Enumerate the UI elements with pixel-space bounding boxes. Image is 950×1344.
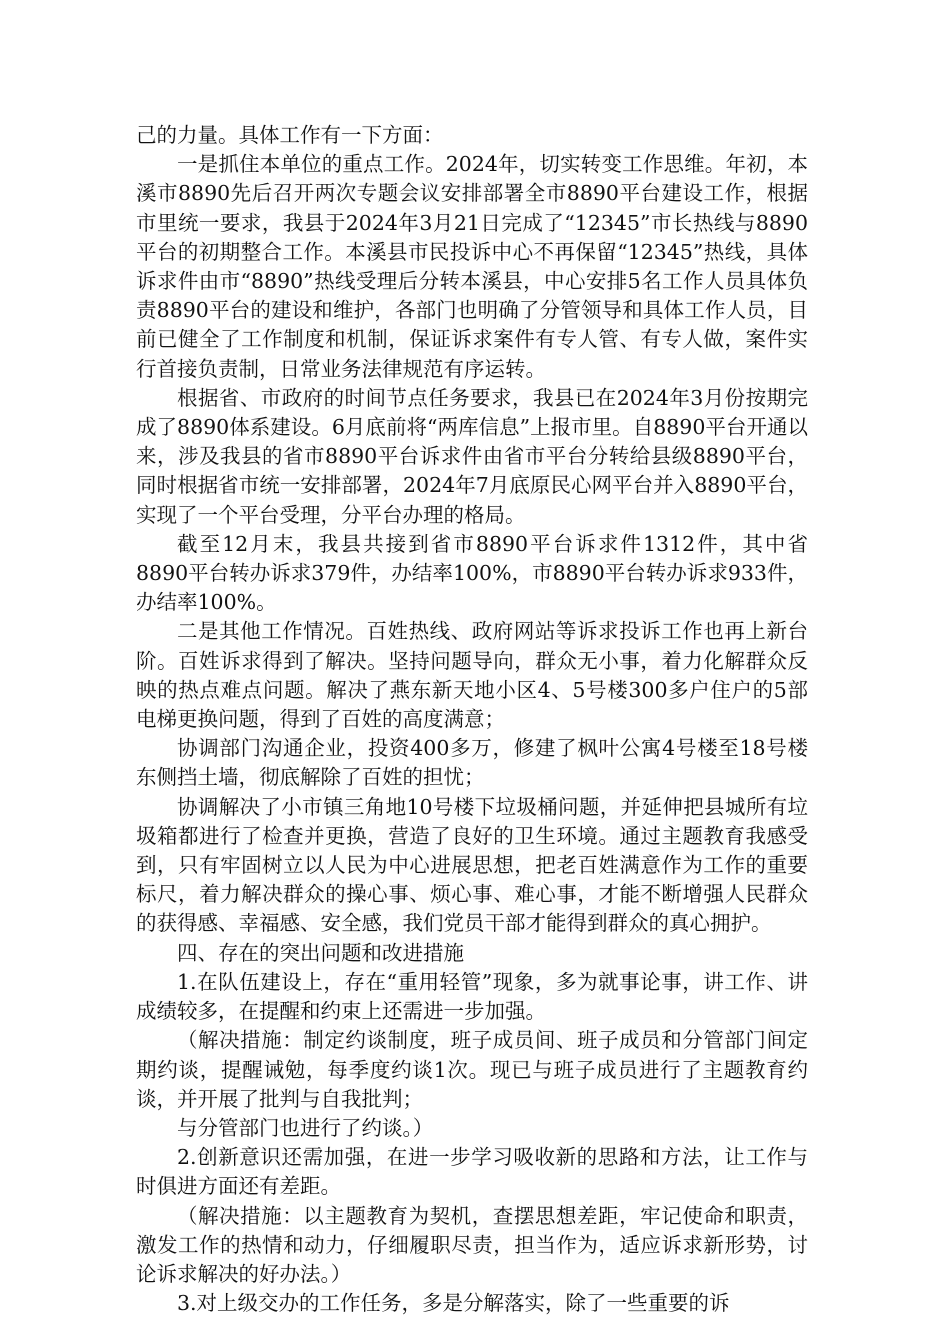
paragraph-9: 1.在队伍建设上，存在“重用轻管”现象，多为就事论事，讲工作、讲成绩较多，在提醒和约束上还需进一步加强。 (136, 969, 808, 1024)
paragraph-11: 与分管部门也进行了约谈。） (177, 1115, 434, 1140)
paragraph-12: 2.创新意识还需加强，在进一步学习吸收新的思路和方法，让工作与时俱进方面还有差距。 (136, 1145, 808, 1199)
section-heading: 四、存在的突出问题和改进措施 (177, 940, 464, 965)
paragraph-4: 截至12月末，我县共接到省市8890平台诉求件1312件，其中省8890平台转办诉求379件，办结率100%，市8890平台转办诉求933件，办结率100%。 (136, 531, 808, 615)
paragraph-6: 协调部门沟通企业，投资400多万，修建了枫叶公寓4号楼至18号楼东侧挡土墙，彻底解除了百姓的担忧； (136, 736, 808, 790)
paragraph-3: 根据省、市政府的时间节点任务要求，我县已在2024年3月份按期完成了8890体系建设。6月底前将“两库信息”上报市里。自8890平台开通以来，涉及我县的省市8890平台诉求件由省市平台分转给县级8890平台，同时根据省市统一安排部署，2024年7月底原民心网平台并入8890平台，实现了一个平台受理，分平台办理的格局。 (136, 385, 808, 527)
paragraph-1: 己的力量。具体工作有一下方面： (136, 123, 444, 147)
paragraph-5: 二是其他工作情况。百姓热线、政府网站等诉求投诉工作也再上新台阶。百姓诉求得到了解决。坚持问题导向，群众无小事，着力化解群众反映的热点难点问题。解决了燕东新天地小区4、5号楼300多户住户的5部电梯更换问题，得到了百姓的高度满意； (136, 619, 808, 732)
document-body (136, 121, 808, 1318)
paragraph-13: （解决措施：以主题教育为契机，查摆思想差距，牢记使命和职责，激发工作的热情和动力，仔细履职尽责，担当作为，适应诉求新形势，讨论诉求解决的好办法。） (136, 1203, 808, 1286)
paragraph-10: （解决措施：制定约谈制度，班子成员间、班子成员和分管部门间定期约谈，提醒诫勉，每季度约谈1次。现已与班子成员进行了主题教育约谈，并开展了批判与自我批判； (136, 1028, 808, 1111)
paragraph-2: 一是抓住本单位的重点工作。2024年，切实转变工作思维。年初，本溪市8890先后召开两次专题会议安排部署全市8890平台建设工作，根据市里统一要求，我县于2024年3月21日完成了“12345”市长热线与8890平台的初期整合工作。本溪县市民投诉中心不再保留“12345”热线，具体诉求件由市“8890”热线受理后分转本溪县，中心安排5名工作人员具体负责8890平台的建设和维护，各部门也明确了分管领导和具体工作人员，目前已健全了工作制度和机制，保证诉求案件有专人管、有专人做，案件实行首接负责制，日常业务法律规范有序运转。 (136, 152, 808, 381)
paragraph-14: 3.对上级交办的工作任务，多是分解落实，除了一些重要的诉 (177, 1291, 730, 1316)
paragraph-7: 协调解决了小市镇三角地10号楼下垃圾桶问题，并延伸把县城所有垃圾箱都进行了检查并更换，营造了良好的卫生环境。通过主题教育我感受到，只有牢固树立以人民为中心进展思想，把老百姓满意作为工作的重要标尺，着力解决群众的操心事、烦心事、难心事，才能不断增强人民群众的获得感、幸福感、安全感，我们党员干部才能得到群众的真心拥护。 (136, 794, 808, 936)
